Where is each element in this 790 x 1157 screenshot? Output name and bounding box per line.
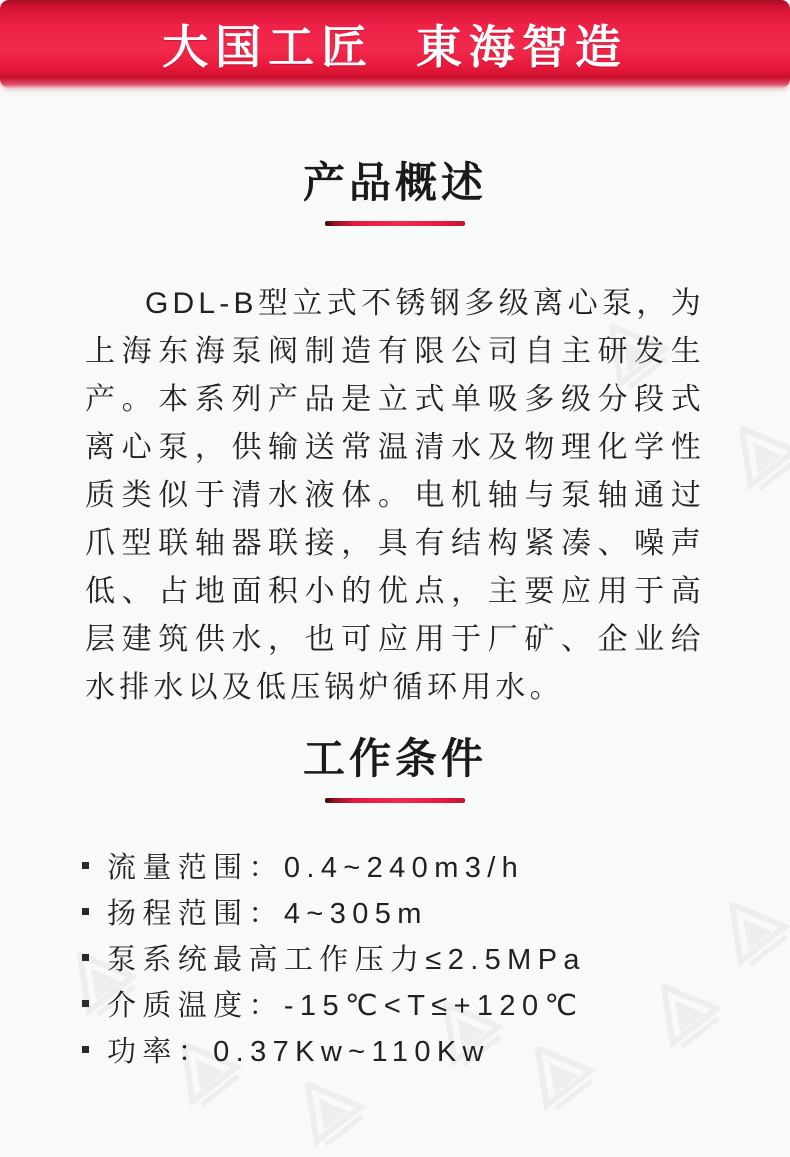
bullet-icon — [82, 862, 89, 869]
bullet-icon — [82, 1046, 89, 1053]
working-conditions-section — [0, 734, 790, 1072]
paragraph-line: GDL-B型立式不锈钢多级离心泵，为 — [145, 287, 705, 321]
condition-list-item — [82, 1027, 730, 1073]
overview-section-title: 产品概述 — [302, 159, 487, 206]
condition-text: 泵系统最高工作压力≤2.5MPa — [107, 944, 586, 977]
banner-title: 大国工匠 東海智造 — [162, 21, 628, 73]
bullet-icon — [82, 954, 89, 961]
condition-text: 功率：0.37Kw~110Kw — [107, 1036, 490, 1069]
title-underline — [325, 221, 465, 226]
condition-text: 介质温度：-15℃<T≤+120℃ — [107, 990, 584, 1023]
title-underline — [325, 798, 465, 803]
paragraph-line: 上海东海泵阀制造有限公司自主研发生 — [85, 335, 705, 369]
paragraph-line: 产。本系列产品是立式单吸多级分段式 — [85, 383, 705, 417]
paragraph-line: 水排水以及低压锅炉循环用水。 — [85, 671, 564, 705]
condition-list-item — [82, 935, 730, 981]
paragraph-line: 质类似于清水液体。电机轴与泵轴通过 — [85, 479, 705, 513]
condition-list-item — [82, 981, 730, 1027]
condition-text: 扬程范围：4~305m — [107, 898, 428, 931]
bullet-icon — [82, 908, 89, 915]
donghai-logo-watermark-icon — [279, 1061, 375, 1156]
overview-paragraph — [85, 280, 705, 712]
conditions-section-title: 工作条件 — [302, 735, 487, 783]
condition-list-item — [82, 889, 730, 935]
paragraph-line: 爪型联轴器联接，具有结构紧凑、噪声 — [85, 527, 705, 561]
product-overview-section — [0, 158, 790, 712]
paragraph-line: 层建筑供水，也可应用于厂矿、企业给 — [85, 623, 705, 657]
condition-text: 流量范围：0.4~240m3/h — [107, 852, 525, 885]
brand-banner — [0, 0, 790, 88]
paragraph-line: 低、占地面积小的优点，主要应用于高 — [85, 575, 705, 609]
condition-list-item — [82, 843, 730, 889]
paragraph-line: 离心泵，供输送常温清水及物理化学性 — [85, 431, 705, 465]
conditions-list — [82, 843, 730, 1073]
bullet-icon — [82, 1000, 89, 1007]
